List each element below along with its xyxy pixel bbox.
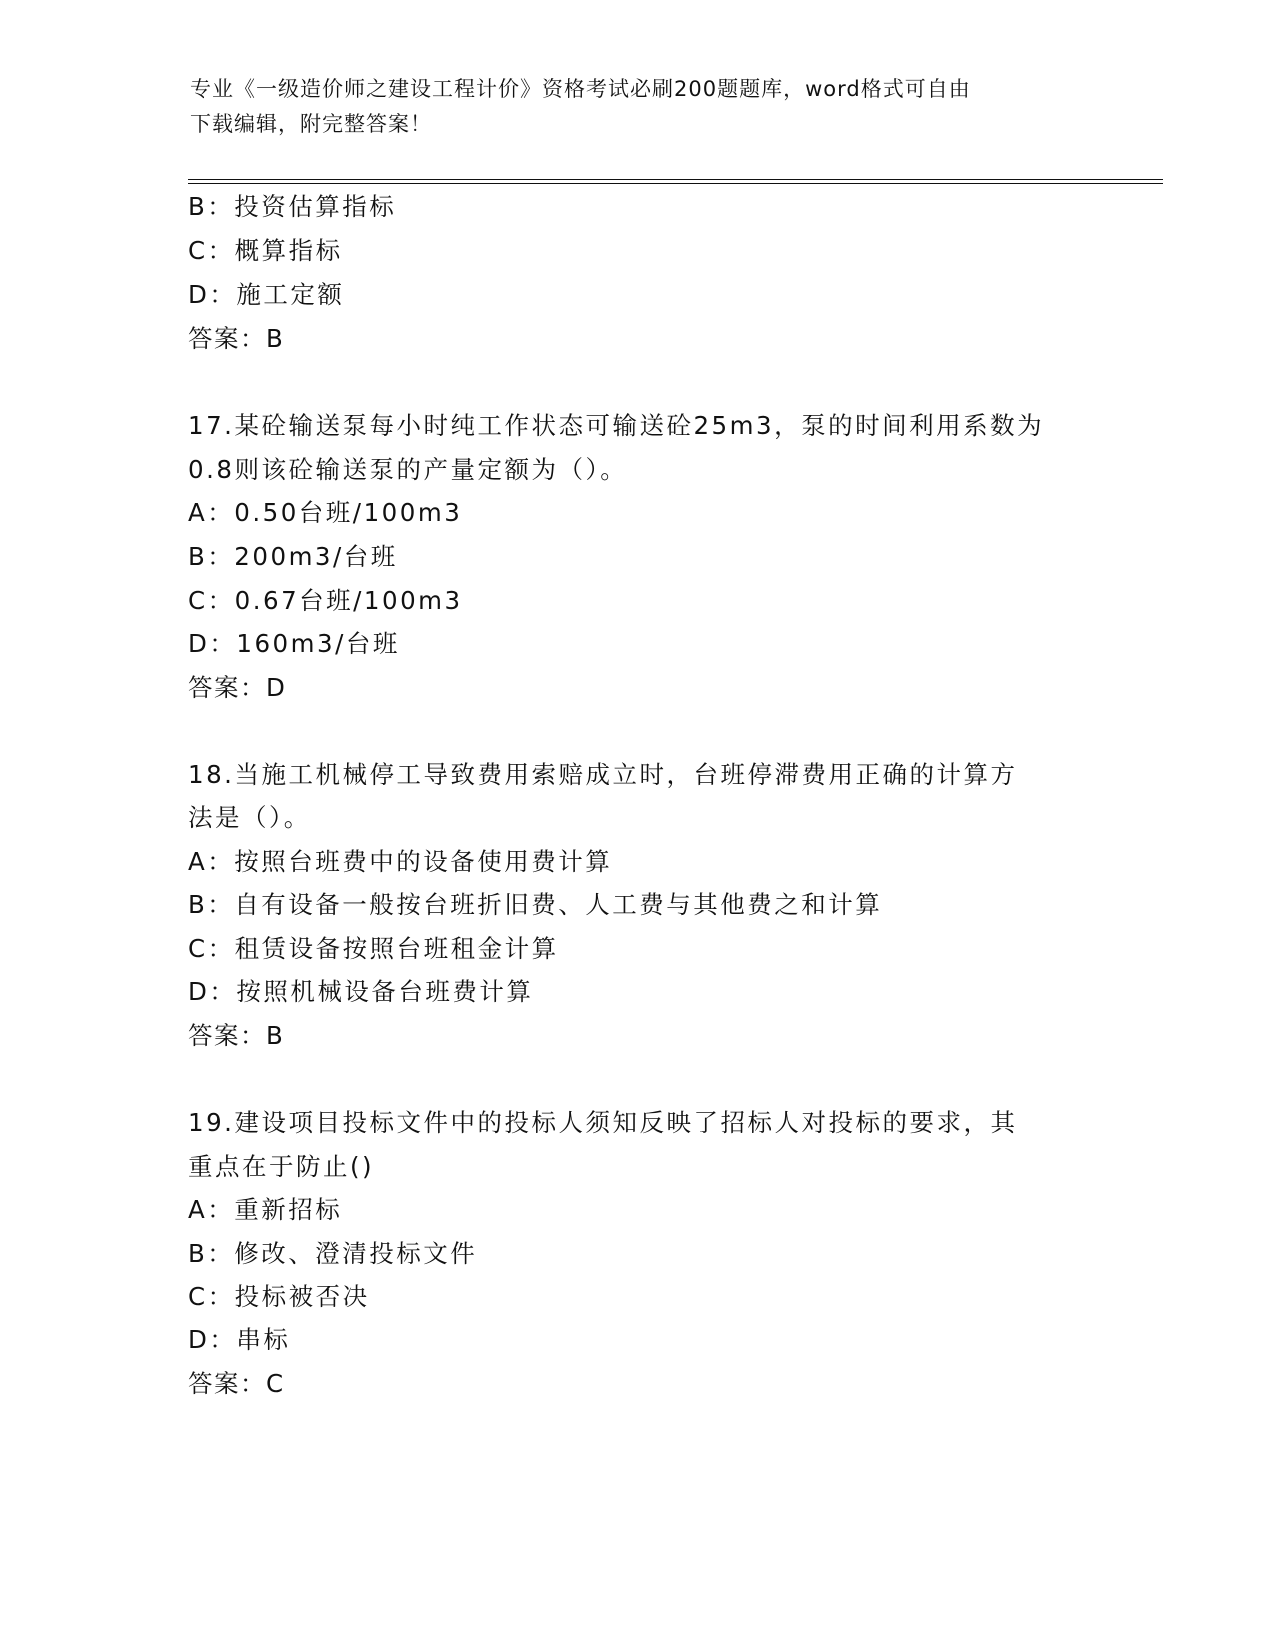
question-18-option-b: B：自有设备一般按台班折旧费、人工费与其他费之和计算 — [188, 890, 883, 919]
answer: 答案：B — [188, 324, 285, 353]
question-18-answer: 答案：B — [188, 1021, 285, 1050]
option-c: C：概算指标 — [188, 236, 343, 265]
question-17-option-c: C：0.67台班/100m3 — [188, 586, 463, 615]
question-18-stem-line-2: 法是（）。 — [188, 803, 311, 832]
question-18-option-d: D：按照机械设备台班费计算 — [188, 977, 534, 1006]
header-line-1: 专业《一级造价师之建设工程计价》资格考试必刷200题题库，word格式可自由 — [190, 77, 971, 101]
question-17-option-b: B：200m3/台班 — [188, 542, 398, 571]
question-19-answer: 答案：C — [188, 1369, 285, 1398]
header-divider-bottom — [188, 183, 1163, 184]
question-17-stem-line-1: 17.某砼输送泵每小时纯工作状态可输送砼25m3，泵的时间利用系数为 — [188, 411, 1045, 440]
question-17-option-d: D：160m3/台班 — [188, 629, 400, 658]
header-line-2: 下载编辑，附完整答案！ — [190, 112, 432, 136]
question-19-stem-line-2: 重点在于防止() — [188, 1152, 375, 1181]
question-18-option-a: A：按照台班费中的设备使用费计算 — [188, 847, 613, 876]
question-19-option-d: D：串标 — [188, 1325, 291, 1354]
question-18-option-c: C：租赁设备按照台班租金计算 — [188, 934, 559, 963]
question-19-option-c: C：投标被否决 — [188, 1282, 370, 1311]
question-17-stem-line-2: 0.8则该砼输送泵的产量定额为（）。 — [188, 455, 628, 484]
question-19-option-a: A：重新招标 — [188, 1195, 343, 1224]
header-divider-top — [188, 179, 1163, 180]
option-b: B：投资估算指标 — [188, 192, 397, 221]
document-header — [190, 72, 1090, 142]
question-18-stem-line-1: 18.当施工机械停工导致费用索赔成立时，台班停滞费用正确的计算方 — [188, 760, 1018, 789]
question-17-answer: 答案：D — [188, 673, 287, 702]
option-d: D：施工定额 — [188, 280, 345, 309]
question-17-option-a: A：0.50台班/100m3 — [188, 498, 463, 527]
question-19-stem-line-1: 19.建设项目投标文件中的投标人须知反映了招标人对投标的要求，其 — [188, 1108, 1018, 1137]
question-19-option-b: B：修改、澄清投标文件 — [188, 1239, 478, 1268]
